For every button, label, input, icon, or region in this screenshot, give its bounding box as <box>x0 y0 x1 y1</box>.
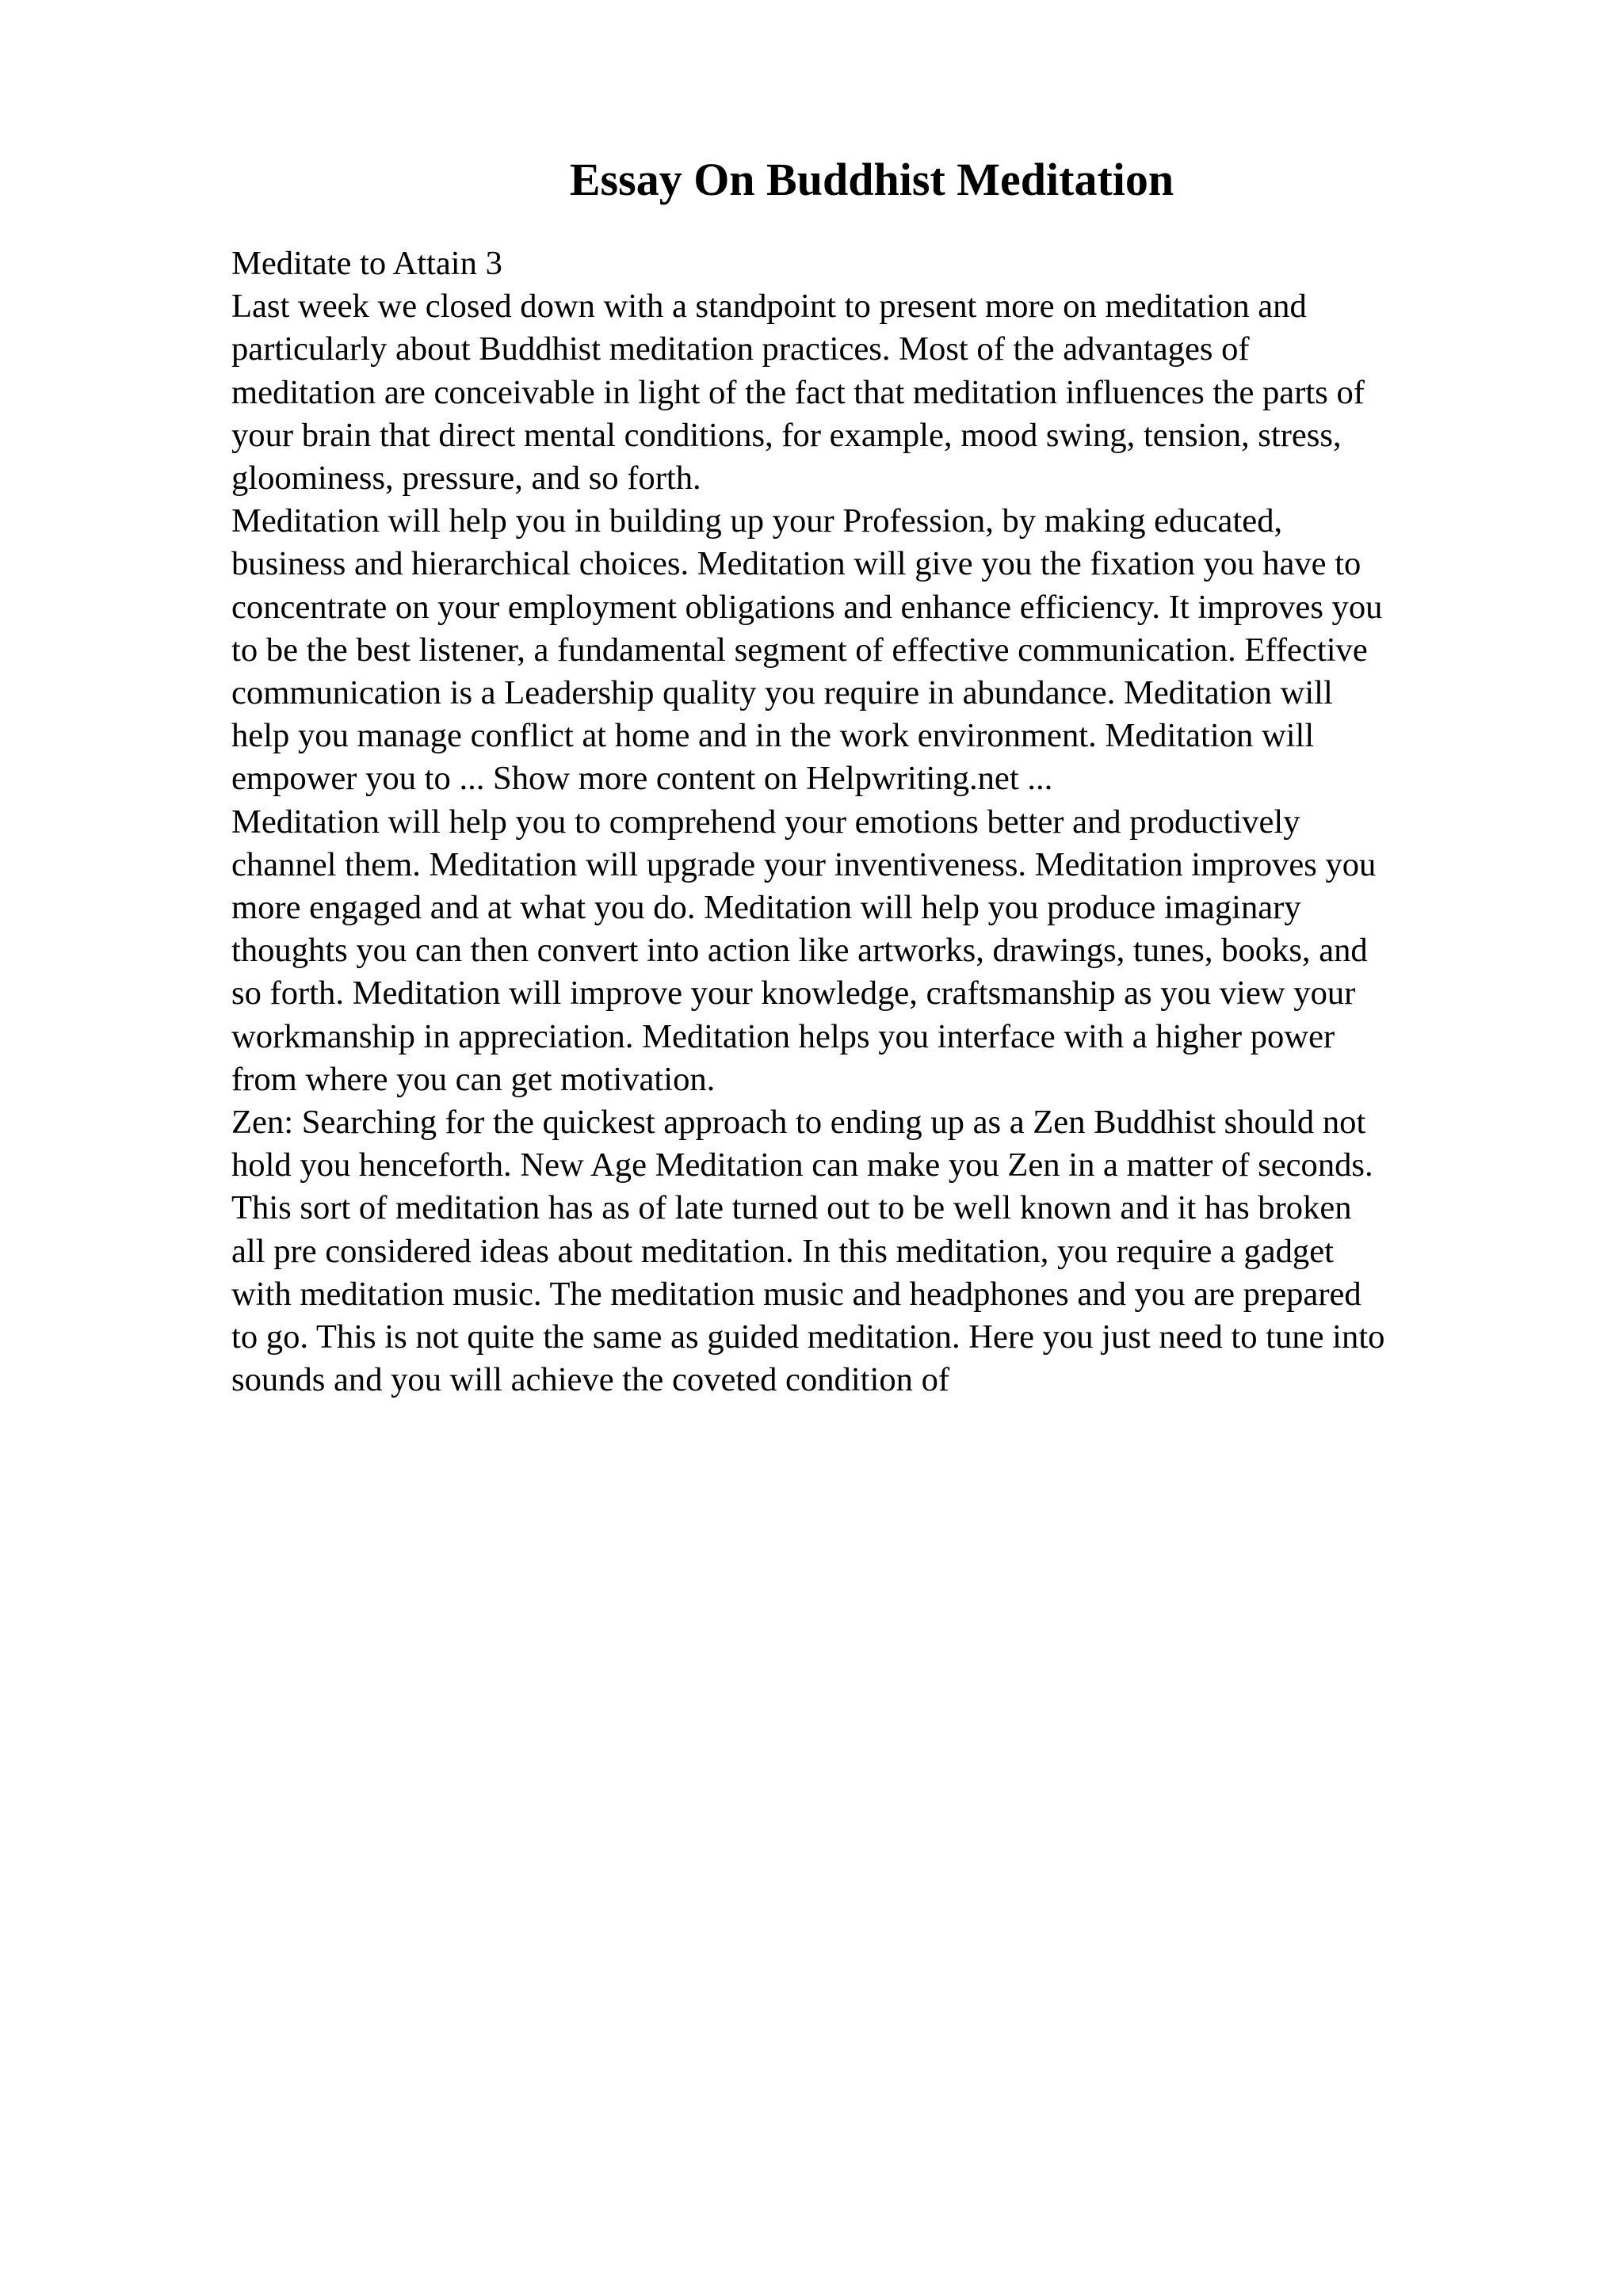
body-line: empower you to ... Show more content on Helpwriting.net ... <box>231 760 1053 798</box>
body-line: gloominess, pressure, and so forth. <box>231 460 701 498</box>
body-line: particularly about Buddhist meditation practices. Most of the advantages of <box>231 330 1250 368</box>
body-line: Meditate to Attain 3 <box>231 245 502 282</box>
body-line: your brain that direct mental conditions, for example, mood swing, tension, stress, <box>231 416 1342 454</box>
body-line: with meditation music. The meditation music and headphones and you are prepared <box>231 1275 1361 1313</box>
body-line: hold you henceforth. New Age Meditation can make you Zen in a matter of seconds. <box>231 1146 1373 1184</box>
body-line: all pre considered ideas about meditation. In this meditation, you require a gadget <box>231 1232 1334 1270</box>
body-line: This sort of meditation has as of late turned out to be well known and it has broken <box>231 1189 1352 1227</box>
body-line: channel them. Meditation will upgrade your inventiveness. Meditation improves you <box>231 845 1377 883</box>
body-line: Meditation will help you in building up your Profession, by making educated, <box>231 502 1283 540</box>
document-body <box>231 242 1507 1402</box>
body-line: more engaged and at what you do. Meditation will help you produce imaginary <box>231 889 1301 927</box>
body-line: meditation are conceivable in light of the fact that meditation influences the parts of <box>231 373 1365 411</box>
document-title: Essay On Buddhist Meditation <box>569 154 1174 205</box>
body-line: thoughts you can then convert into action like artworks, drawings, tunes, books, and <box>231 932 1368 970</box>
body-line: Zen: Searching for the quickest approach to ending up as a Zen Buddhist should not <box>231 1104 1366 1142</box>
body-line: Last week we closed down with a standpoint to present more on meditation and <box>231 288 1307 326</box>
body-line: help you manage conflict at home and in the work environment. Meditation will <box>231 717 1315 755</box>
body-line: so forth. Meditation will improve your knowledge, craftsmanship as you view your <box>231 974 1356 1013</box>
body-line: from where you can get motivation. <box>231 1060 716 1098</box>
body-line: workmanship in appreciation. Meditation helps you interface with a higher power <box>231 1017 1335 1055</box>
body-line: concentrate on your employment obligations and enhance efficiency. It improves you <box>231 588 1383 626</box>
body-line: communication is a Leadership quality you require in abundance. Meditation will <box>231 674 1333 712</box>
body-line: business and hierarchical choices. Meditation will give you the fixation you have to <box>231 545 1361 583</box>
body-line: Meditation will help you to comprehend your emotions better and productively <box>231 803 1300 841</box>
body-line: sounds and you will achieve the coveted condition of <box>231 1361 950 1399</box>
body-line: to be the best listener, a fundamental segment of effective communication. Effective <box>231 631 1368 669</box>
body-line: to go. This is not quite the same as guided meditation. Here you just need to tune into <box>231 1318 1385 1356</box>
